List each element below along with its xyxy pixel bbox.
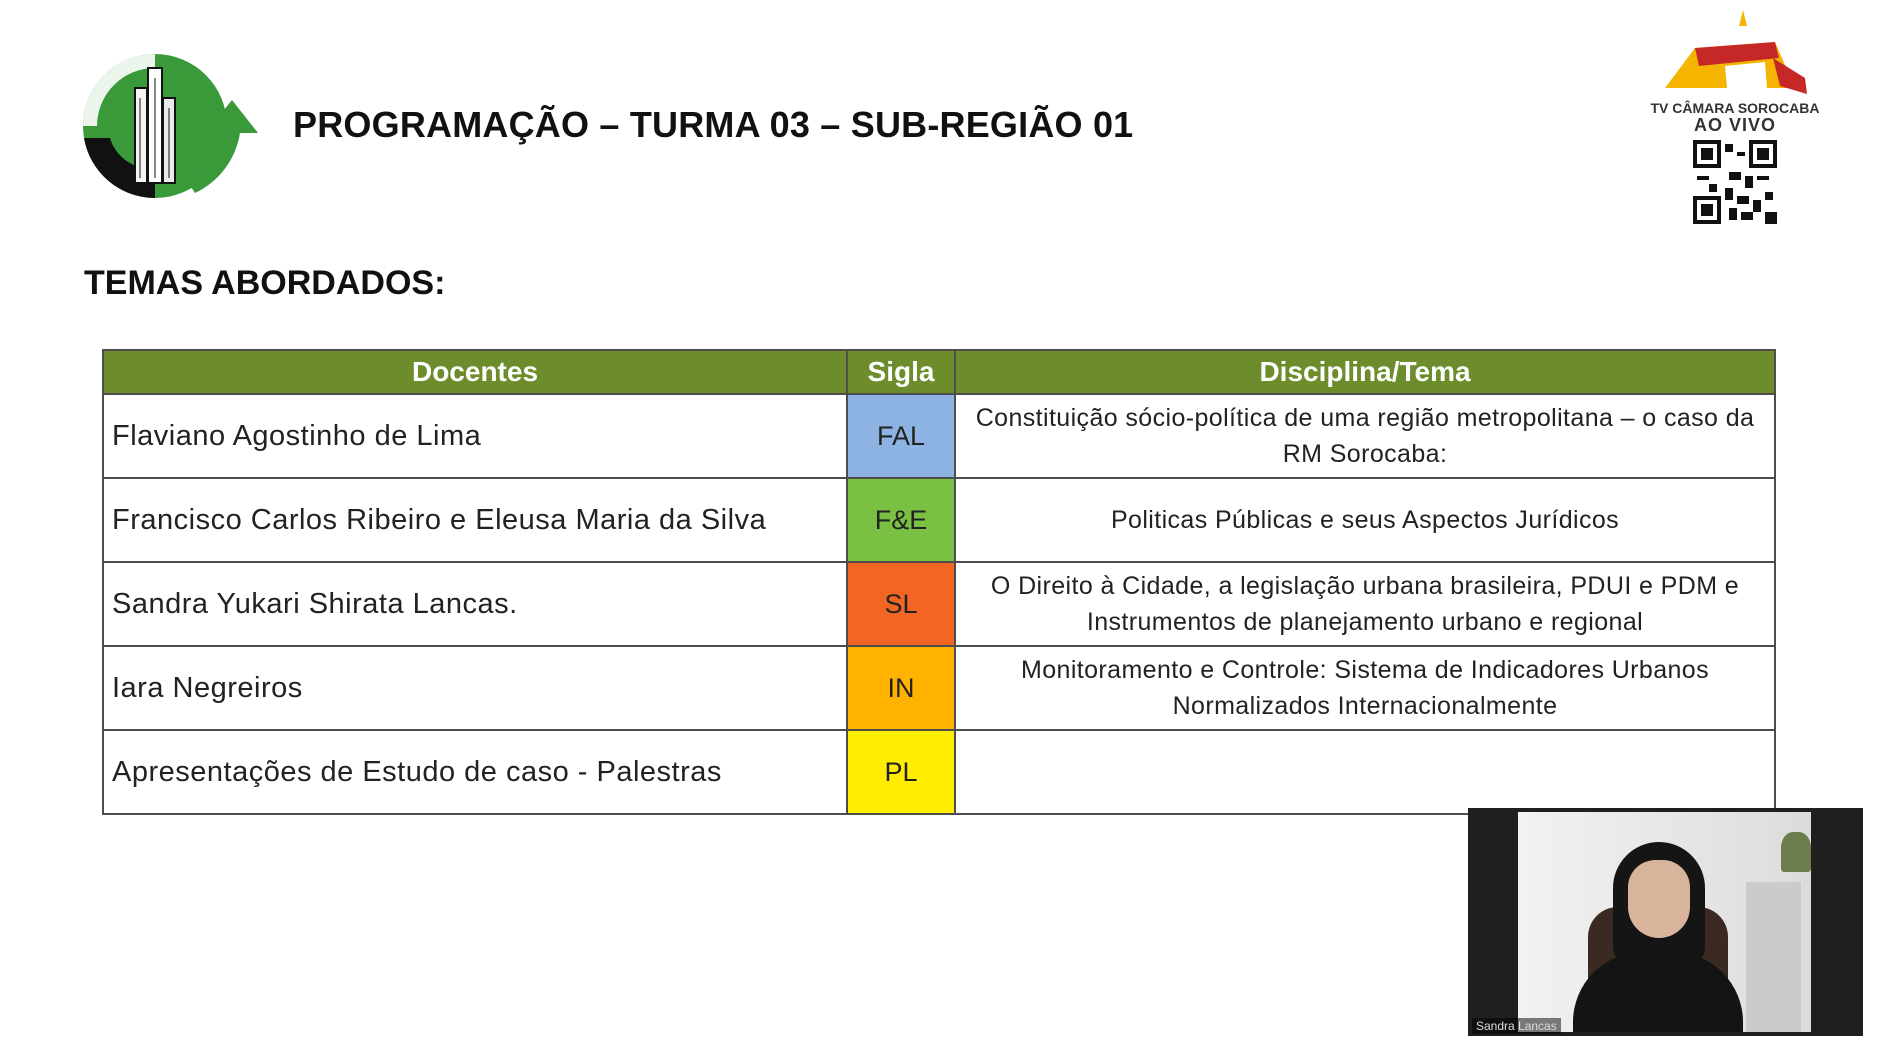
- table-row: [103, 646, 1775, 730]
- broadcaster-name: TV CÂMARA SOROCABA: [1650, 100, 1820, 116]
- table-row: [103, 730, 1775, 814]
- sigla-cell: F&E: [847, 478, 955, 562]
- cabinet-shape: [1746, 882, 1801, 1032]
- docente-cell: Sandra Yukari Shirata Lancas.: [103, 562, 847, 646]
- tema-cell: [955, 730, 1775, 814]
- column-header-disciplina: Disciplina/Tema: [955, 350, 1775, 394]
- participant-video: [1518, 812, 1811, 1032]
- column-header-docentes: Docentes: [103, 350, 847, 394]
- table-header-row: [103, 350, 1775, 394]
- qr-code-icon: [1693, 140, 1777, 224]
- sigla-cell: FAL: [847, 394, 955, 478]
- tema-cell: O Direito à Cidade, a legislação urbana brasileira, PDUI e PDM e Instrumentos de planejamento urbano e regional: [955, 562, 1775, 646]
- plant-shape: [1781, 832, 1811, 872]
- tema-cell: Monitoramento e Controle: Sistema de Indicadores Urbanos Normalizados Internacionalmente: [955, 646, 1775, 730]
- tema-cell: Politicas Públicas e seus Aspectos Jurídicos: [955, 478, 1775, 562]
- city-building-arrow-logo-icon: [80, 48, 265, 203]
- topics-table: [102, 349, 1776, 815]
- docente-cell: Francisco Carlos Ribeiro e Eleusa Maria da Silva: [103, 478, 847, 562]
- organization-logo: [80, 48, 265, 203]
- docente-cell: Apresentações de Estudo de caso - Palestras: [103, 730, 847, 814]
- broadcaster-live: AO VIVO: [1693, 115, 1776, 135]
- face-shape: [1628, 860, 1690, 938]
- sigla-cell: SL: [847, 562, 955, 646]
- tv-camara-logo-icon: [1655, 8, 1815, 100]
- sigla-cell: PL: [847, 730, 955, 814]
- table-row: [103, 562, 1775, 646]
- docente-cell: Iara Negreiros: [103, 646, 847, 730]
- section-title: TEMAS ABORDADOS:: [84, 264, 446, 302]
- table-row: [103, 478, 1775, 562]
- column-header-sigla: Sigla: [847, 350, 955, 394]
- sigla-cell: IN: [847, 646, 955, 730]
- participant-name-tag: Sandra Lancas: [1472, 1018, 1561, 1034]
- broadcaster-logo: [1645, 8, 1825, 238]
- page-title: PROGRAMAÇÃO – TURMA 03 – SUB-REGIÃO 01: [293, 104, 1134, 145]
- docente-cell: Flaviano Agostinho de Lima: [103, 394, 847, 478]
- tema-cell: Constituição sócio-política de uma região metropolitana – o caso da RM Sorocaba:: [955, 394, 1775, 478]
- video-participant-tile[interactable]: [1468, 808, 1863, 1036]
- table-row: [103, 394, 1775, 478]
